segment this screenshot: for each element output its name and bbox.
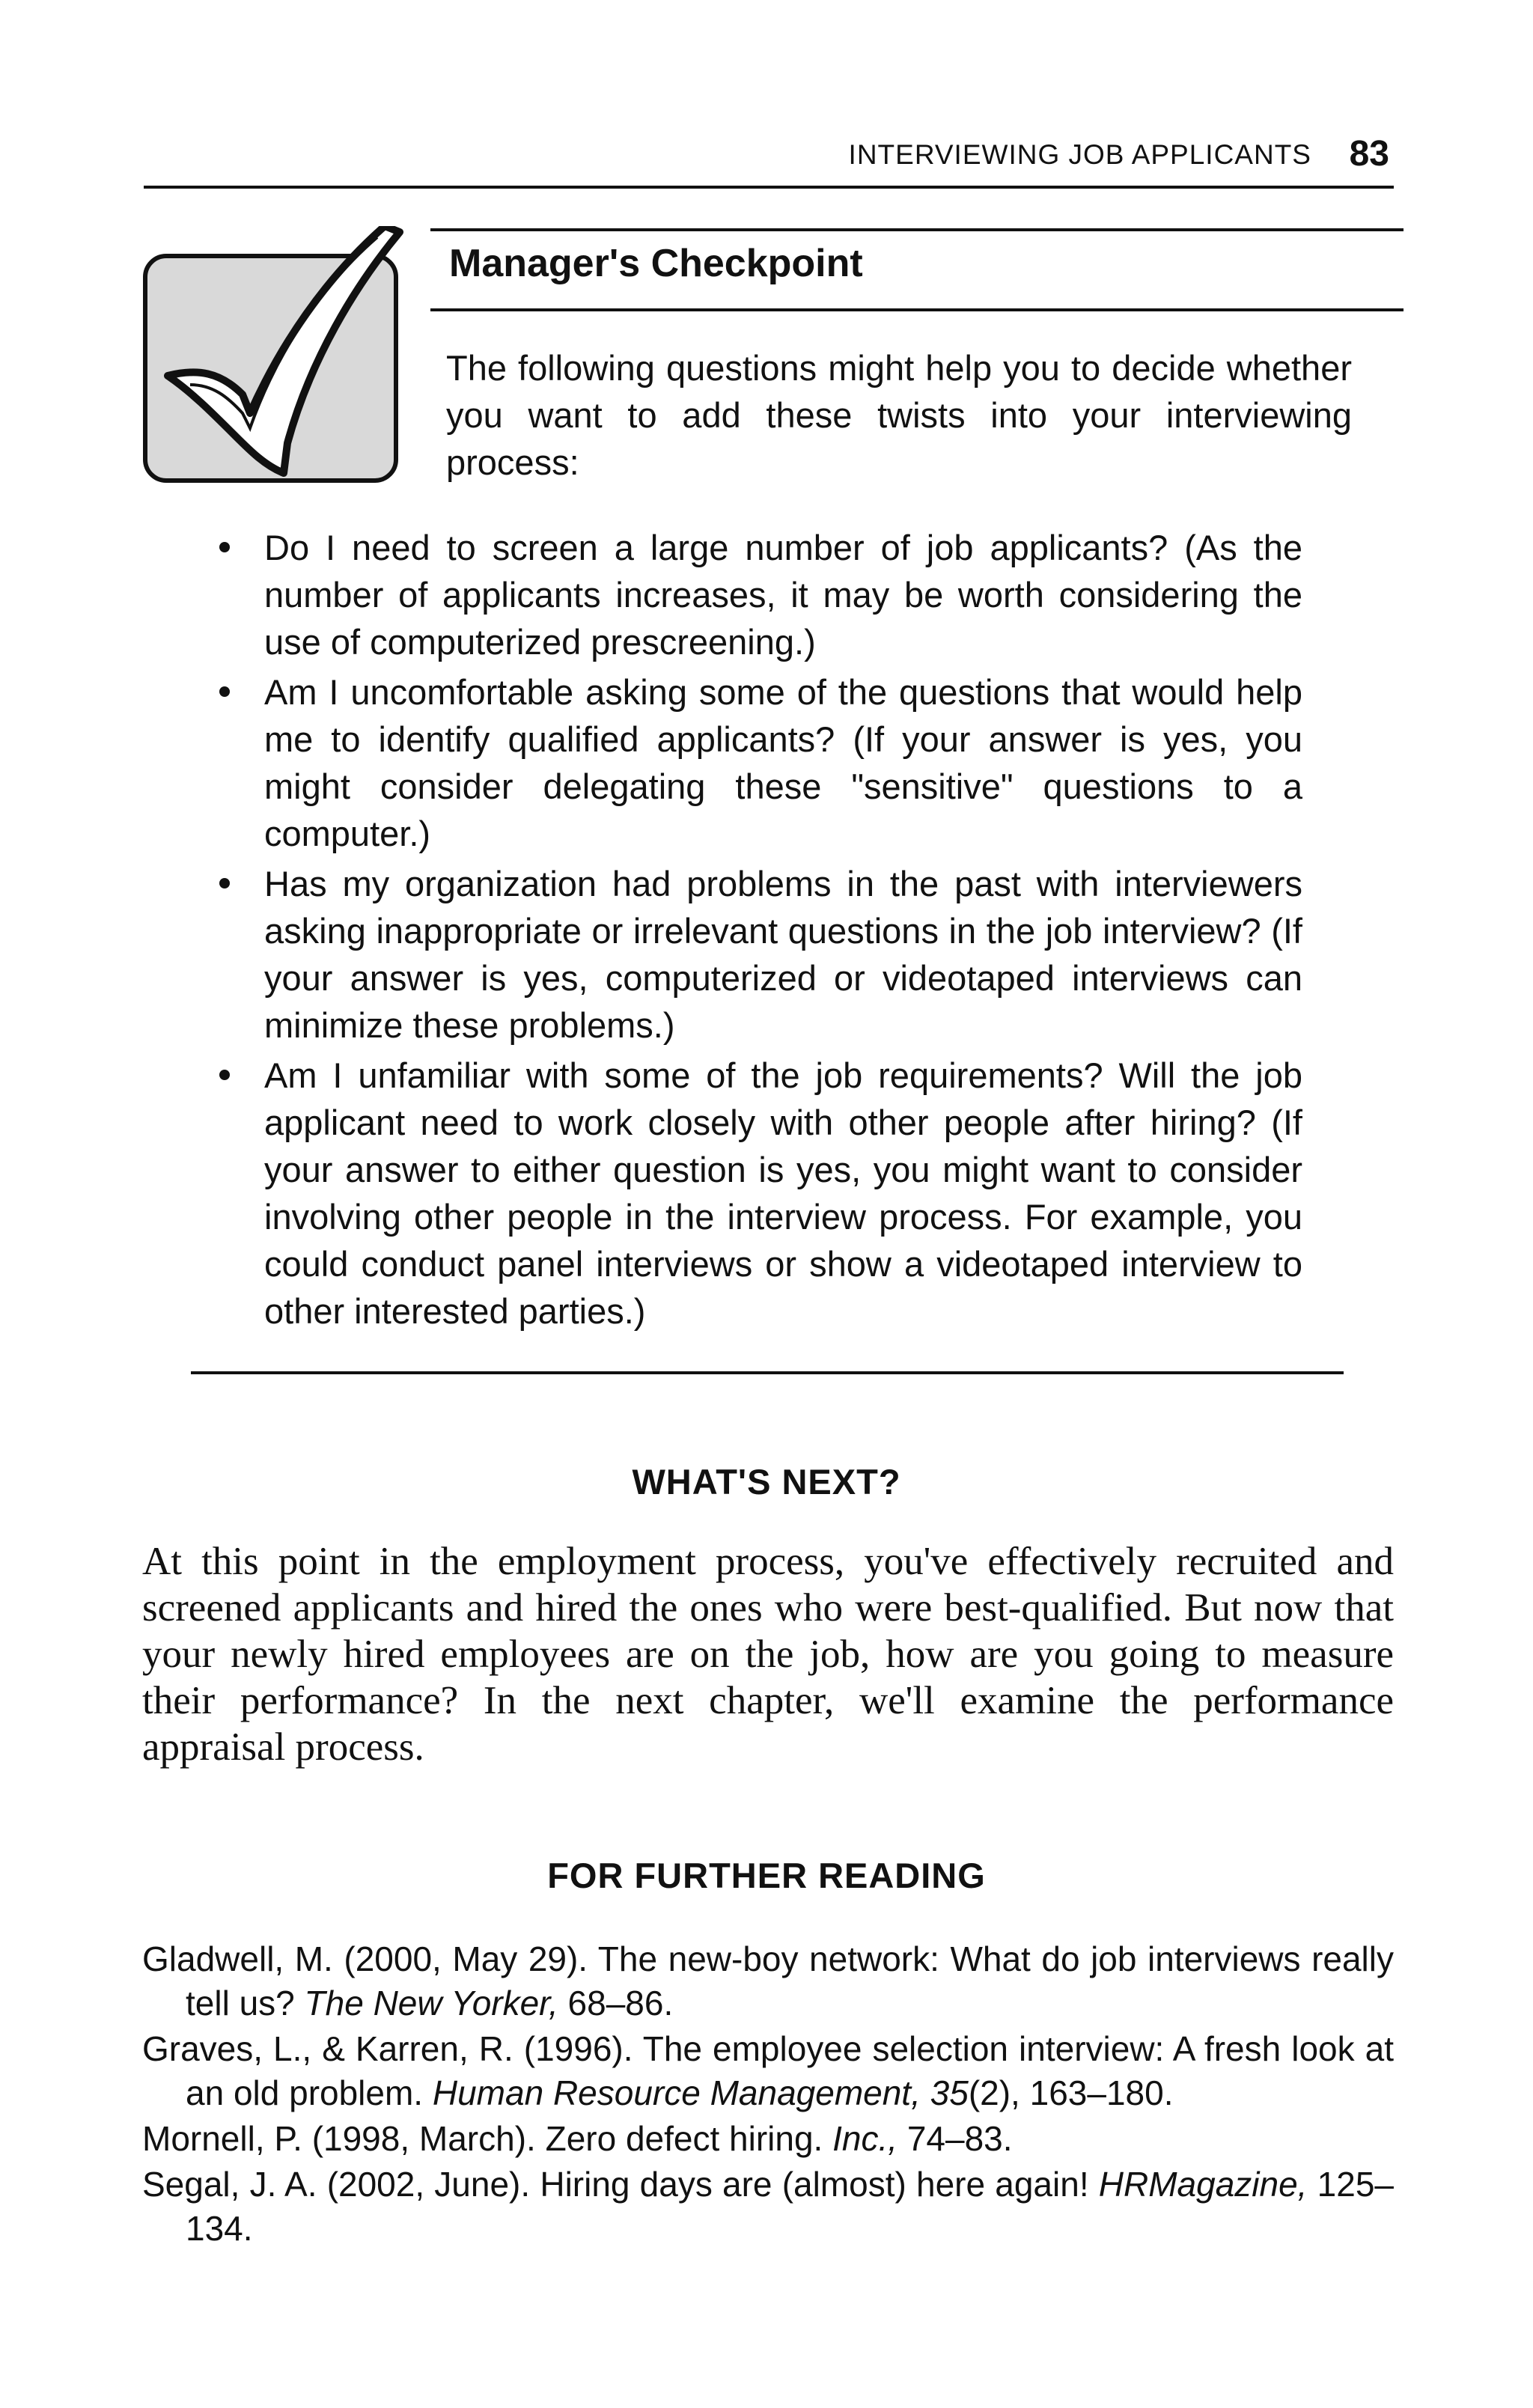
- list-item-text: Am I uncomfortable asking some of the questions that would help me to identify qualified applicants? (If your answer is yes, you might consider delegating these "sensitive" questions to a computer.): [264, 672, 1302, 853]
- reference-pages: (2), 163–180.: [968, 2073, 1174, 2112]
- checkpoint-title: Manager's Checkpoint: [449, 242, 863, 285]
- reference-source: Human Resource Management, 35: [432, 2073, 969, 2112]
- reference-entry: [142, 2162, 1394, 2251]
- reference-pages: 74–83.: [897, 2119, 1013, 2158]
- further-reading-heading: FOR FURTHER READING: [547, 1856, 986, 1895]
- reference-source: The New Yorker,: [304, 1984, 558, 2023]
- reference-pages: 68–86.: [558, 1984, 674, 2023]
- list-item-text: Am I unfamiliar with some of the job requirements? Will the job applicant need to work closely with other people after hiring? (If your answer to either question is yes, you might want to consider involving other people in the interview process. For example, you could conduct panel interviews or show a videotaped interview to other interested parties.): [264, 1055, 1302, 1331]
- whats-next-heading: WHAT'S NEXT?: [632, 1462, 901, 1502]
- checkmark-icon: [138, 226, 415, 496]
- checkpoint-bottom-rule: [191, 1371, 1344, 1374]
- checkpoint-top-rule: [430, 228, 1404, 231]
- bullet-icon: [219, 542, 230, 552]
- bullet-icon: [219, 878, 230, 888]
- reference-entry: [142, 2027, 1394, 2115]
- list-item: [198, 524, 1302, 665]
- reference-pages: 125–134.: [186, 2165, 1394, 2248]
- checkpoint-intro: The following questions might help you to decide whether you want to add these twists into your interviewing process:: [446, 348, 1352, 482]
- bullet-icon: [219, 1070, 230, 1080]
- reference-source: HRMagazine,: [1098, 2165, 1308, 2204]
- reference-entry: [142, 1937, 1394, 2026]
- list-item-text: Do I need to screen a large number of job applicants? (As the number of applicants increases, it may be worth considering the use of computerized prescreening.): [264, 528, 1302, 662]
- list-item: [198, 1052, 1302, 1335]
- list-item: [198, 860, 1302, 1049]
- checkpoint-list: [198, 524, 1302, 1338]
- bullet-icon: [219, 686, 230, 697]
- reference-list: [142, 1937, 1394, 2252]
- list-item: [198, 668, 1302, 857]
- whats-next-paragraph: At this point in the employment process, you've effectively recruited and screened applicants and hired the ones who were best-qualified. But now that your newly hired employees are on the job, how are you going to measure their performance? In the next chapter, we'll examine the performance appraisal process.: [142, 1540, 1394, 1769]
- reference-text: Gladwell, M. (2000, May 29). The new-boy network: What do job interviews really tell us?: [142, 1939, 1394, 2023]
- list-item-text: Has my organization had problems in the past with interviewers asking inappropriate or irrelevant questions in the job interview? (If your answer is yes, computerized or videotaped interviews can minimize these problems.): [264, 864, 1302, 1045]
- running-title: INTERVIEWING JOB APPLICANTS: [848, 139, 1311, 170]
- reference-text: Segal, J. A. (2002, June). Hiring days are (almost) here again!: [142, 2165, 1099, 2204]
- reference-source: Inc.,: [832, 2119, 898, 2158]
- reference-entry: [142, 2117, 1394, 2161]
- running-header: [144, 133, 1394, 189]
- reference-text: Graves, L., & Karren, R. (1996). The employee selection interview: A fresh look at an old problem.: [142, 2029, 1394, 2112]
- page-number: 83: [1349, 134, 1389, 174]
- reference-text: Mornell, P. (1998, March). Zero defect hiring.: [142, 2119, 833, 2158]
- checkpoint-title-rule: [430, 308, 1404, 311]
